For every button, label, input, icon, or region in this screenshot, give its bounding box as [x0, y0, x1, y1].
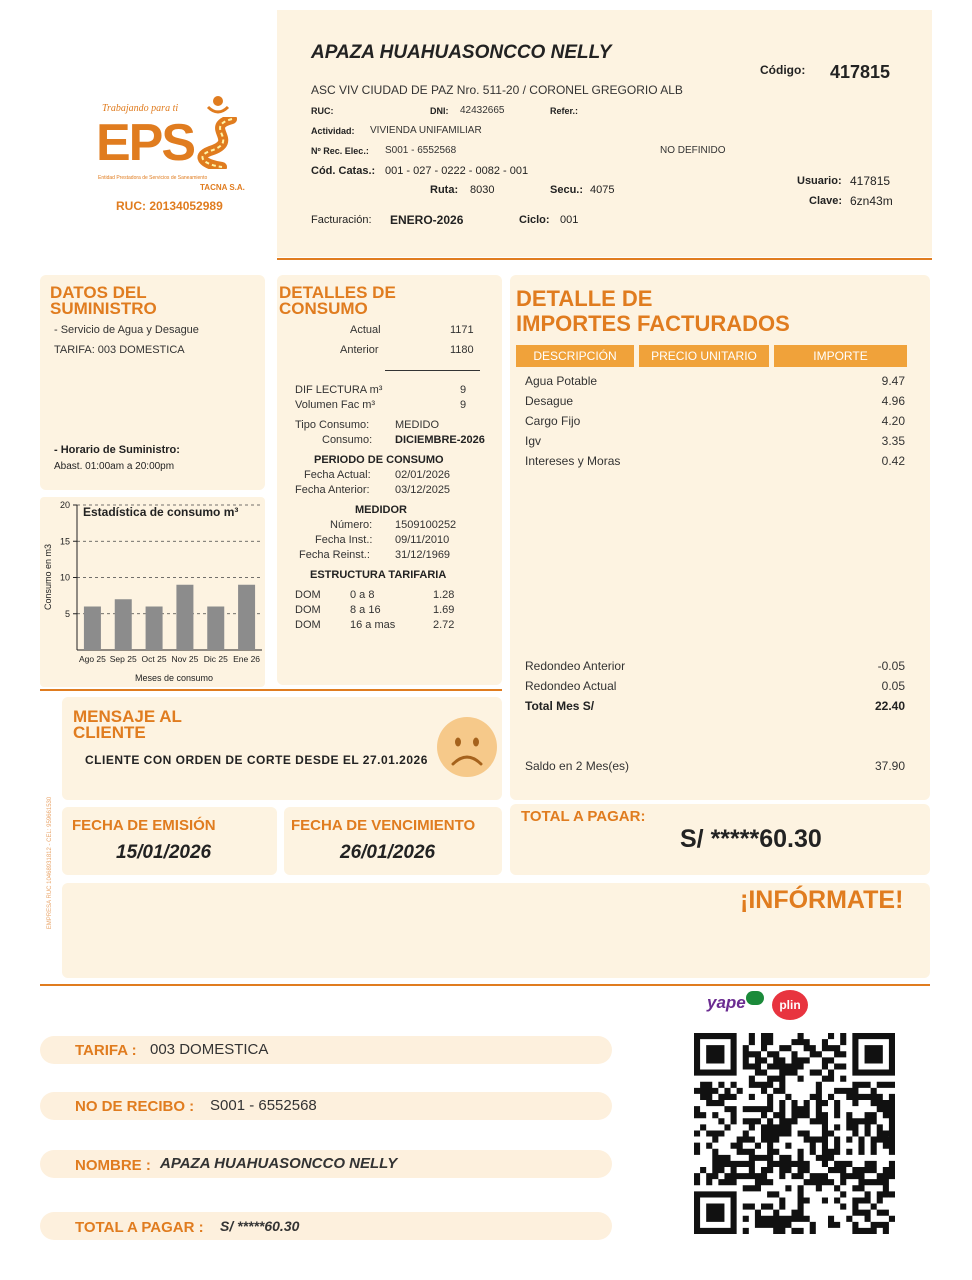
chart-bar — [176, 585, 193, 650]
horario-value: Abast. 01:00am a 20:00pm — [54, 461, 175, 472]
importe-amount: 0.42 — [881, 454, 905, 468]
tipo-value: MEDIDO — [395, 419, 439, 431]
importe-row — [525, 659, 905, 673]
total-mes-value: 22.40 — [874, 699, 905, 713]
tipo-label: Tipo Consumo: — [295, 419, 370, 431]
x-tick-label: Dic 25 — [203, 654, 228, 664]
customer-name: APAZA HUAHUASONCCO NELLY — [311, 42, 612, 63]
y-tick-label: 15 — [59, 536, 70, 547]
codigo-label: Código: — [760, 63, 806, 77]
ciclo-value: 001 — [560, 214, 579, 226]
consumo-title-line1: DETALLES DE — [279, 283, 396, 302]
plin-logo — [772, 990, 808, 1020]
importe-desc: Redondeo Anterior — [525, 659, 626, 673]
actual-value: 1171 — [450, 324, 474, 336]
middle-divider — [40, 689, 502, 691]
importe-amount: 4.96 — [881, 394, 905, 408]
payment-qr-code — [694, 1033, 895, 1234]
importe-row — [525, 454, 905, 468]
header-divider — [277, 258, 932, 260]
col-header-descripcion: DESCRIPCIÓN — [516, 345, 634, 367]
importe-row — [525, 414, 905, 428]
ciclo-label: Ciclo: — [519, 214, 550, 226]
importe-amount: 4.20 — [881, 414, 905, 428]
suministro-title-line1: DATOS DEL — [50, 283, 147, 302]
yape-badge-icon — [746, 991, 764, 1005]
importe-desc: Desague — [525, 394, 574, 408]
refer-label: Refer.: — [550, 106, 579, 116]
importe-amount: 9.47 — [881, 374, 905, 388]
chart-bar — [207, 607, 224, 651]
facturacion-label: Facturación: — [311, 214, 372, 226]
tarifa-precio: 1.69 — [433, 604, 455, 616]
horario-label: - Horario de Suministro: — [54, 444, 180, 456]
x-tick-label: Nov 25 — [171, 654, 199, 664]
vol-label: Volumen Fac m³ — [295, 399, 376, 411]
actividad-value: VIVIENDA UNIFAMILIAR — [370, 125, 482, 136]
y-tick-label: 20 — [59, 500, 70, 510]
consumption-chart — [40, 497, 265, 687]
x-tick-label: Ene 26 — [233, 654, 261, 664]
y-tick-label: 5 — [64, 608, 70, 619]
logo-brand: EPS — [96, 114, 195, 172]
chart-bar — [115, 599, 132, 650]
dni-value: 42432665 — [460, 105, 505, 116]
reinst-value: 31/12/1969 — [395, 549, 451, 561]
plin-label: plin — [779, 998, 801, 1012]
dif-value: 9 — [460, 384, 467, 396]
codigo-value: 417815 — [830, 62, 891, 82]
vencimiento-value: 26/01/2026 — [340, 842, 436, 863]
reinst-label: Fecha Reinst.: — [299, 549, 370, 561]
ruc-label: RUC: — [311, 106, 334, 116]
consumo-label: Consumo: — [322, 434, 373, 446]
dif-label: DIF LECTURA m³ — [295, 384, 383, 396]
x-axis-label: Meses de consumo — [134, 673, 214, 683]
footer-divider — [40, 984, 930, 986]
importes-title-line2: IMPORTES FACTURADOS — [516, 311, 790, 336]
importe-desc: Igv — [525, 434, 542, 448]
stub-tarifa-label: TARIFA : — [75, 1042, 137, 1059]
stub-total-value: S/ *****60.30 — [220, 1218, 300, 1234]
suministro-title-line2: SUMINISTRO — [50, 299, 157, 318]
mensaje-text: CLIENTE CON ORDEN DE CORTE DESDE EL 27.01.2026 — [85, 753, 428, 767]
stub-nombre-value: APAZA HUAHUASONCCO NELLY — [160, 1155, 398, 1172]
emision-value: 15/01/2026 — [116, 842, 212, 863]
chart-bar — [146, 607, 163, 651]
tarifa-rango: 0 a 8 — [350, 589, 375, 601]
saldo-row — [525, 759, 905, 773]
importe-desc: Intereses y Moras — [525, 454, 621, 468]
no-definido: NO DEFINIDO — [660, 145, 726, 156]
consumo-value: DICIEMBRE-2026 — [395, 434, 485, 446]
col-header-importe: IMPORTE — [774, 345, 907, 367]
facturacion-value: ENERO-2026 — [390, 213, 464, 227]
stub-recibo-value: S001 - 6552568 — [210, 1097, 317, 1114]
numero-label: Número: — [330, 519, 373, 531]
actual-label: Actual — [350, 324, 381, 336]
x-tick-label: Oct 25 — [141, 654, 167, 664]
catas-value: 001 - 027 - 0222 - 0082 - 001 — [385, 165, 529, 177]
total-label: TOTAL A PAGAR: — [521, 808, 646, 825]
tarifa-rango: 16 a mas — [350, 619, 396, 631]
rec-label: Nº Rec. Elec.: — [311, 146, 369, 156]
importe-amount: 0.05 — [881, 679, 905, 693]
secu-value: 4075 — [590, 184, 615, 196]
importe-desc: Cargo Fijo — [525, 414, 581, 428]
total-mes-row — [525, 699, 905, 713]
tarifa-text: TARIFA: 003 DOMESTICA — [54, 344, 185, 356]
yape-logo: yape — [707, 993, 746, 1012]
saldo-value: 37.90 — [874, 759, 905, 773]
x-tick-label: Sep 25 — [109, 654, 137, 664]
medidor-title: MEDIDOR — [355, 504, 407, 516]
anterior-value: 1180 — [450, 344, 474, 356]
importe-amount: 3.35 — [881, 434, 905, 448]
importe-amount: -0.05 — [877, 659, 905, 673]
servicio-text: - Servicio de Agua y Desague — [54, 324, 199, 336]
total-value: S/ *****60.30 — [680, 825, 822, 853]
usuario-value: 417815 — [850, 174, 891, 188]
stub-total-label: TOTAL A PAGAR : — [75, 1219, 204, 1236]
fecha-anterior-label: Fecha Anterior: — [295, 484, 370, 496]
fecha-actual-value: 02/01/2026 — [395, 469, 451, 481]
road-icon — [192, 117, 252, 169]
logo-tagline: Trabajando para ti — [102, 103, 179, 114]
importe-desc: Redondeo Actual — [525, 679, 617, 693]
fecha-anterior-value: 03/12/2025 — [395, 484, 451, 496]
sad-face-icon — [436, 716, 498, 778]
drop-icon — [204, 95, 232, 115]
secu-label: Secu.: — [550, 184, 584, 196]
tarifa-rango: 8 a 16 — [350, 604, 381, 616]
ruta-label: Ruta: — [430, 184, 459, 196]
total-mes-label: Total Mes S/ — [525, 699, 595, 713]
tarifa-cat: DOM — [295, 589, 321, 601]
estructura-title: ESTRUCTURA TARIFARIA — [310, 569, 447, 581]
importes-title-line1: DETALLE DE — [516, 286, 653, 311]
dni-label: DNI: — [430, 106, 449, 116]
emision-label: FECHA DE EMISIÓN — [72, 817, 216, 834]
rec-value: S001 - 6552568 — [385, 145, 457, 156]
mensaje-title-line1: MENSAJE AL — [73, 707, 182, 726]
inst-value: 09/11/2010 — [395, 534, 450, 546]
vencimiento-label: FECHA DE VENCIMIENTO — [291, 817, 476, 834]
fecha-actual-label: Fecha Actual: — [304, 469, 371, 481]
chart-bar — [238, 585, 255, 650]
reading-divider — [385, 370, 480, 371]
catas-label: Cód. Catas.: — [311, 165, 376, 177]
stub-tarifa-value: 003 DOMESTICA — [150, 1041, 269, 1058]
saldo-label: Saldo en 2 Mes(es) — [525, 759, 630, 773]
stub-nombre-label: NOMBRE : — [75, 1157, 151, 1174]
logo-city: TACNA S.A. — [200, 183, 245, 192]
tarifa-cat: DOM — [295, 619, 321, 631]
ruta-value: 8030 — [470, 184, 495, 196]
col-header-precio: PRECIO UNITARIO — [639, 345, 769, 367]
tarifa-precio: 2.72 — [433, 619, 455, 631]
clave-label: Clave: — [809, 195, 843, 207]
clave-value: 6zn43m — [850, 194, 893, 208]
importe-row — [525, 374, 905, 388]
anterior-label: Anterior — [340, 344, 379, 356]
mensaje-title-line2: CLIENTE — [73, 723, 146, 742]
chart-bar — [84, 607, 101, 651]
y-tick-label: 10 — [59, 572, 70, 583]
vol-value: 9 — [460, 399, 467, 411]
actividad-label: Actividad: — [311, 126, 355, 136]
consumo-title-line2: CONSUMO — [279, 299, 368, 318]
chart-title: Estadística de consumo m³ — [83, 505, 239, 519]
importe-row — [525, 679, 905, 693]
importe-desc: Agua Potable — [525, 374, 598, 388]
importe-row — [525, 434, 905, 448]
numero-value: 1509100252 — [395, 519, 457, 531]
logo-ruc: RUC: 20134052989 — [116, 199, 223, 213]
tarifa-precio: 1.28 — [433, 589, 455, 601]
customer-address: ASC VIV CIUDAD DE PAZ Nro. 511-20 / CORONEL GREGORIO ALB — [311, 83, 683, 97]
x-tick-label: Ago 25 — [78, 654, 106, 664]
company-logo — [92, 95, 262, 220]
usuario-label: Usuario: — [797, 175, 842, 187]
importe-row — [525, 394, 905, 408]
inst-label: Fecha Inst.: — [315, 534, 373, 546]
informate-title: ¡INFÓRMATE! — [740, 886, 904, 914]
tarifa-cat: DOM — [295, 604, 321, 616]
y-axis-label: Consumo en m3 — [43, 543, 53, 611]
logo-subtitle: Entidad Prestadora de Servicios de Saneamiento — [98, 175, 208, 181]
periodo-title: PERIODO DE CONSUMO — [314, 454, 444, 466]
side-vertical-text: EMPRESA RUC 10468931812 - CEL: 959661530 — [47, 796, 53, 930]
stub-recibo-label: NO DE RECIBO : — [75, 1098, 195, 1115]
